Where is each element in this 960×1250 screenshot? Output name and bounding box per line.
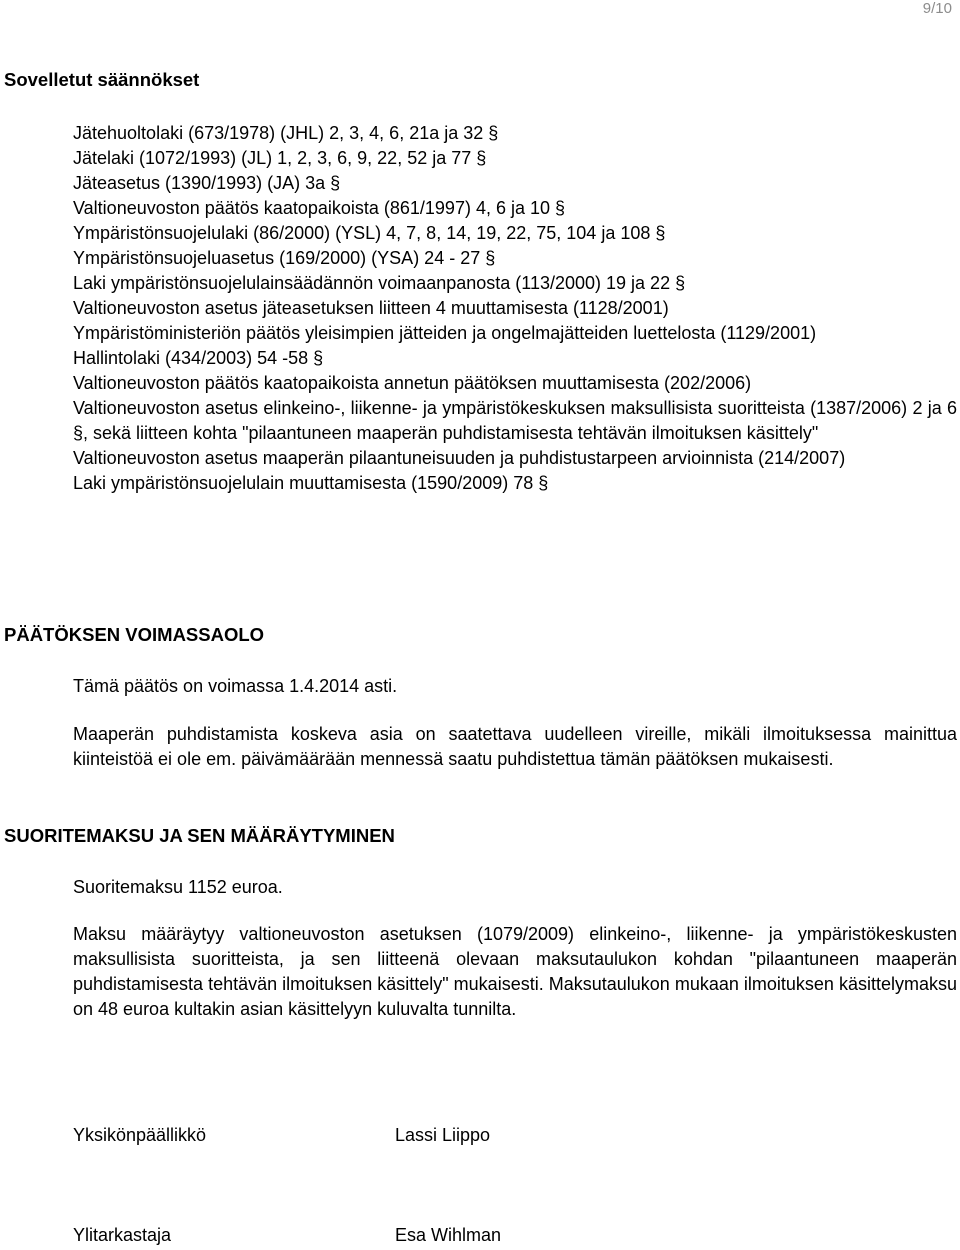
validity-paragraph-2 <box>73 722 957 772</box>
signature-name-1: Lassi Liippo <box>395 1125 491 1145</box>
law-line: Laki ympäristönsuojelulain muuttamisesta (1590/2009) 78 § <box>73 473 549 493</box>
law-line: Valtioneuvoston asetus elinkeino-, liikenne- ja ympäristökeskuksen maksullisista suoritteista (1387/2006) 2 ja 6 §, sekä liitteen kohta "pilaantuneen maaperän puhdistamisesta tehtävän ilmoituksen käsittely" <box>73 398 957 443</box>
law-line: Valtioneuvoston asetus maaperän pilaantuneisuuden ja puhdistustarpeen arvioinnista (214/2007) <box>73 448 846 468</box>
law-line: Valtioneuvoston päätös kaatopaikoista (861/1997) 4, 6 ja 10 § <box>73 198 566 218</box>
law-line: Jäteasetus (1390/1993) (JA) 3a § <box>73 173 341 193</box>
signature-title-1: Yksikönpäällikkö <box>73 1125 207 1145</box>
section-heading-fee: SUORITEMAKSU JA SEN MÄÄRÄYTYMINEN <box>4 825 395 846</box>
applied-rules-list <box>73 121 957 496</box>
law-line: Jätelaki (1072/1993) (JL) 1, 2, 3, 6, 9, 22, 52 ja 77 § <box>73 148 487 168</box>
law-line: Hallintolaki (434/2003) 54 -58 § <box>73 348 324 368</box>
fee-paragraph-2 <box>73 922 957 1022</box>
law-line: Valtioneuvoston asetus jäteasetuksen liitteen 4 muuttamisesta (1128/2001) <box>73 298 669 318</box>
signature-title-2: Ylitarkastaja <box>73 1225 172 1245</box>
law-line: Jätehuoltolaki (673/1978) (JHL) 2, 3, 4, 6, 21a ja 32 § <box>73 123 499 143</box>
validity-paragraph-1 <box>73 674 957 699</box>
section-heading-validity: PÄÄTÖKSEN VOIMASSAOLO <box>4 624 265 645</box>
validity-text: Tämä päätös on voimassa 1.4.2014 asti. <box>73 676 398 696</box>
law-line: Ympäristönsuojelulaki (86/2000) (YSL) 4, 7, 8, 14, 19, 22, 75, 104 ja 108 § <box>73 223 666 243</box>
signature-name-2: Esa Wihlman <box>395 1225 502 1245</box>
validity-text: Maaperän puhdistamista koskeva asia on saatettava uudelleen vireille, mikäli ilmoituksessa mainittua kiinteistöä ei ole em. päivämäärään mennessä saatu puhdistettua tämän päätöksen mukaisesti. <box>73 724 957 769</box>
page-number: 9/10 <box>922 0 952 17</box>
law-line: Ympäristönsuojeluasetus (169/2000) (YSA) 24 - 27 § <box>73 248 496 268</box>
fee-text: Suoritemaksu 1152 euroa. <box>73 877 283 897</box>
law-line: Laki ympäristönsuojelulainsäädännön voimaanpanosta (113/2000) 19 ja 22 § <box>73 273 686 293</box>
section-heading-applied-rules: Sovelletut säännökset <box>4 69 200 90</box>
fee-paragraph-1 <box>73 875 957 900</box>
fee-text: Maksu määräytyy valtioneuvoston asetuksen (1079/2009) elinkeino-, liikenne- ja ympäristökeskusten maksullisista suoritteista, ja sen liitteenä olevaan maksutaulukon kohdan "pilaantuneen maaperän puhdistamisesta tehtävän ilmoituksen käsittely" mukaisesti. Maksutaulukon mukaan ilmoituksen käsittelymaksu on 48 euroa kultakin asian käsittelyyn kuluvalta tunnilta. <box>73 924 957 1019</box>
law-line: Valtioneuvoston päätös kaatopaikoista annetun päätöksen muuttamisesta (202/2006) <box>73 373 752 393</box>
law-line: Ympäristöministeriön päätös yleisimpien jätteiden ja ongelmajätteiden luettelosta (1129/2001) <box>73 323 817 343</box>
